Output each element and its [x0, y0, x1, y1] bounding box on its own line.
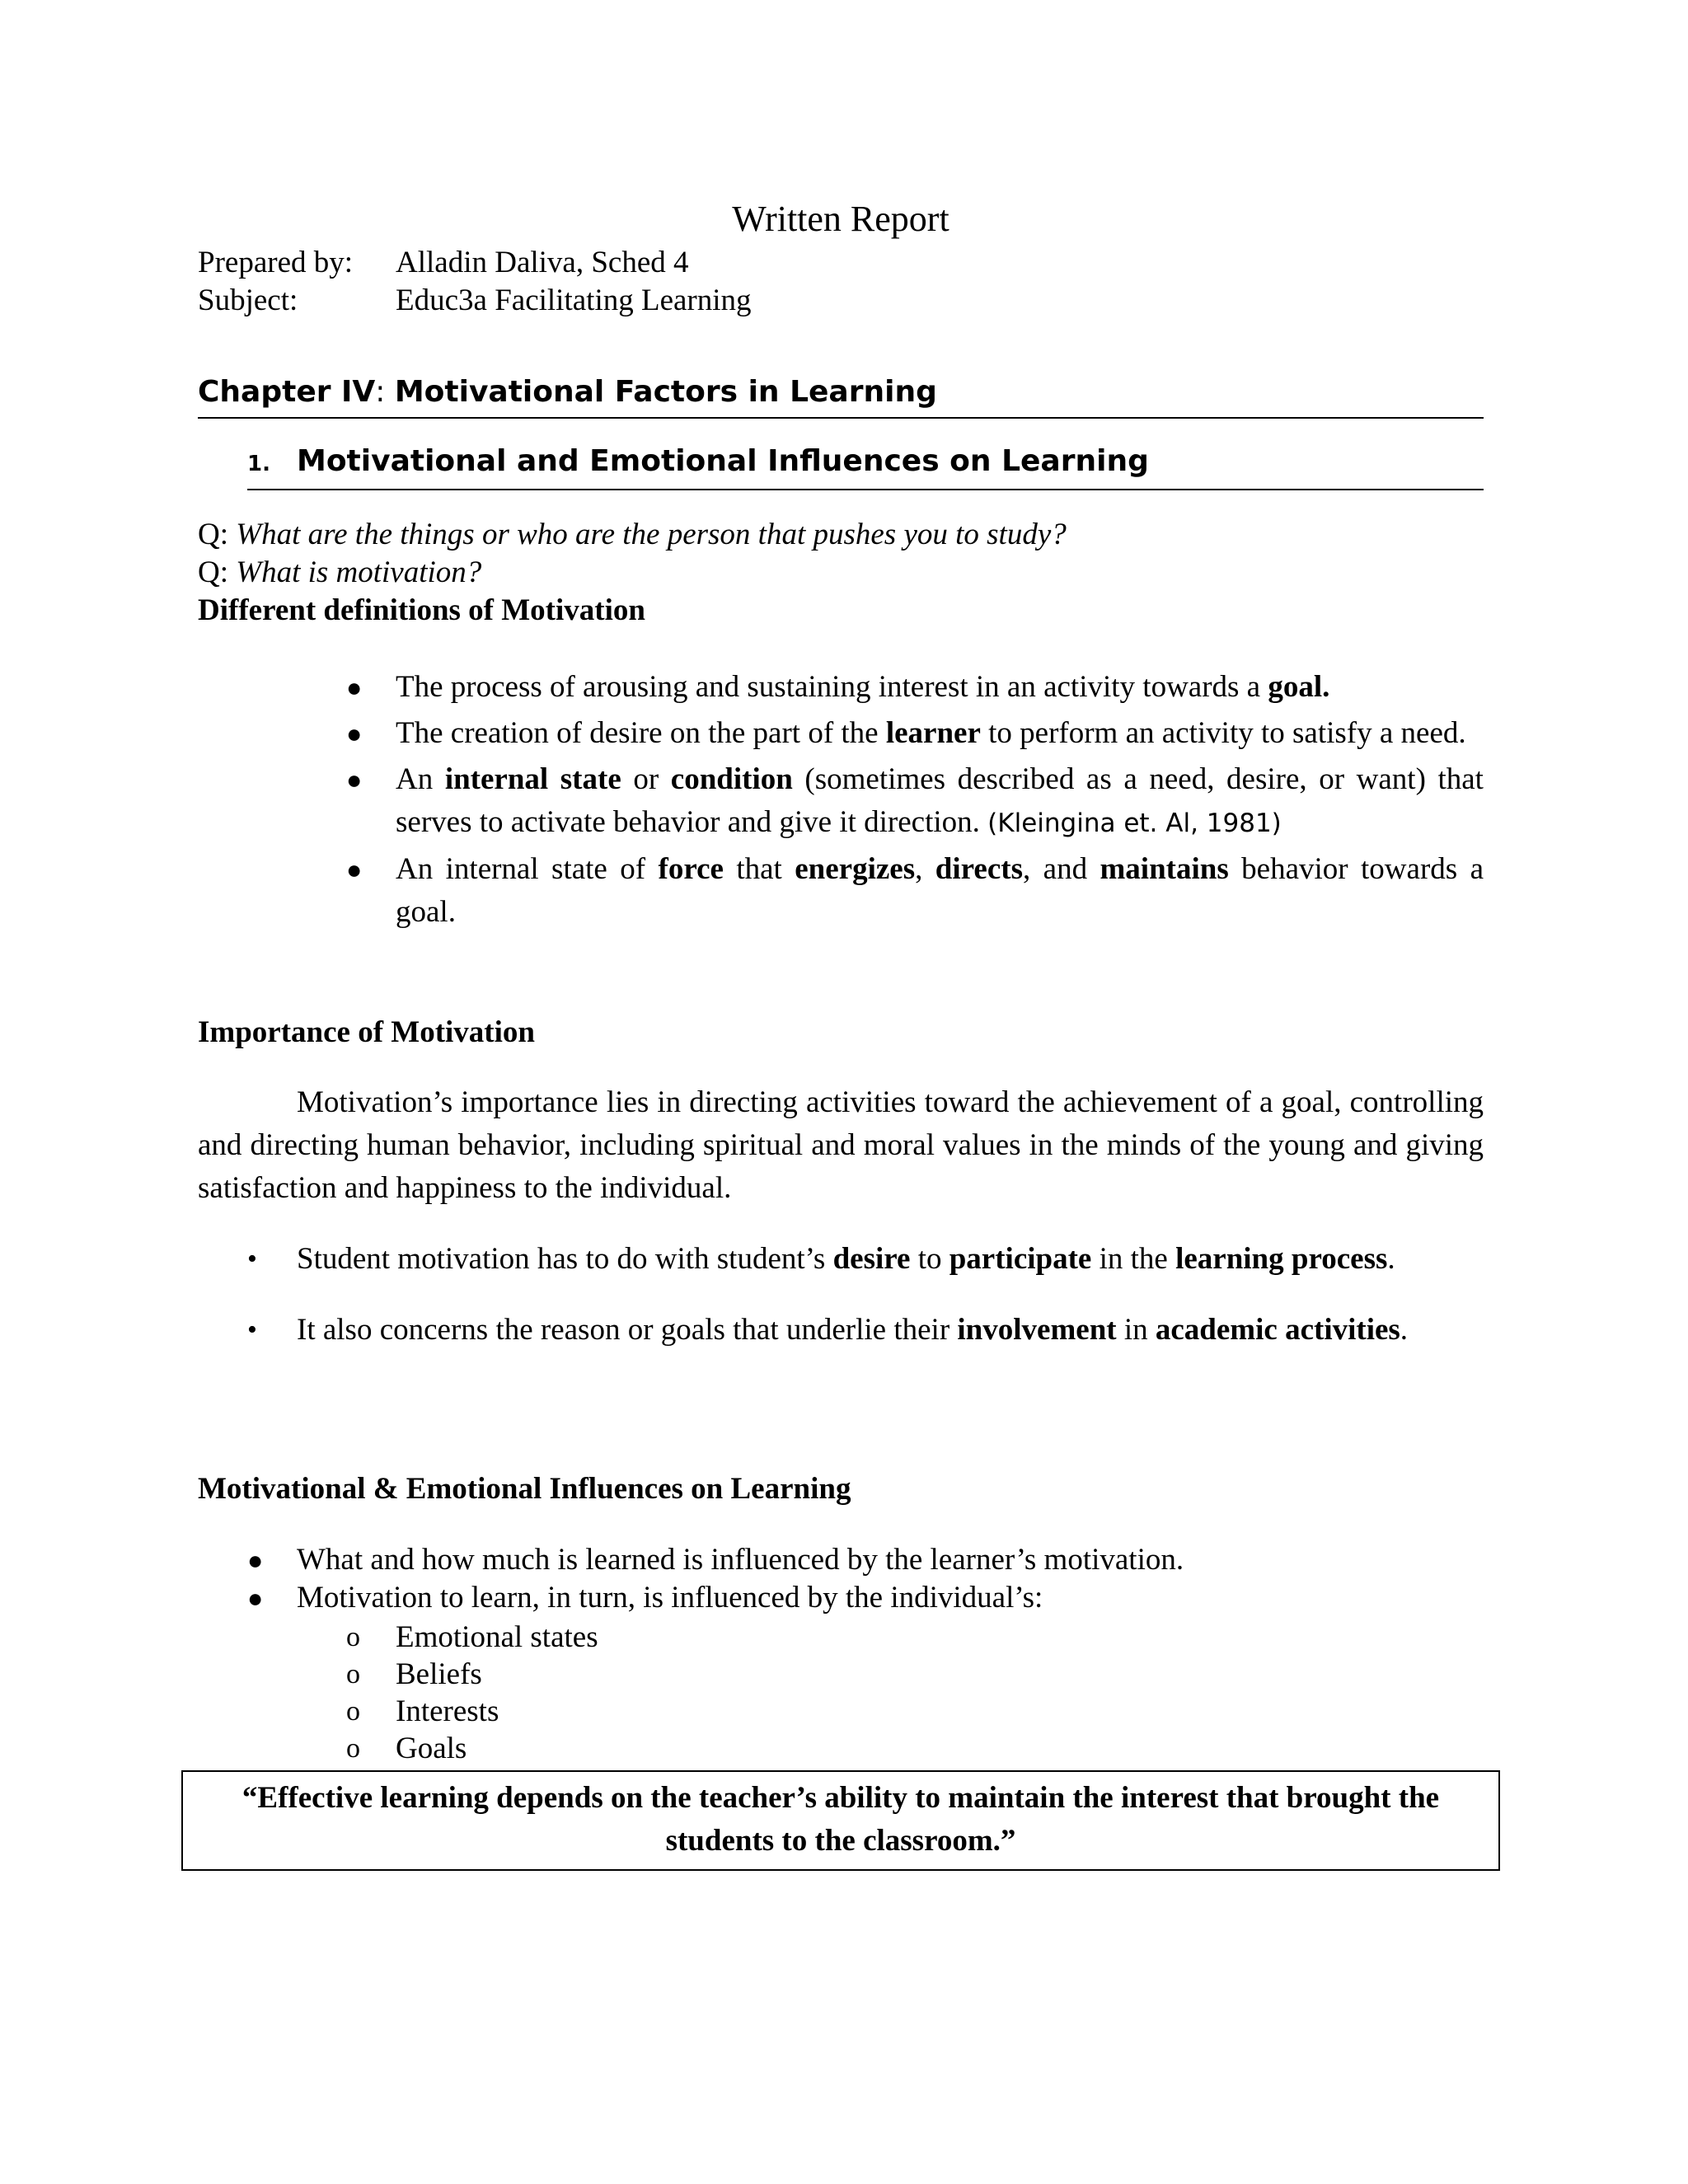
bullet-icon: ● [346, 765, 363, 794]
chapter-title: Motivational Factors in Learning [394, 375, 937, 409]
bullet-icon: • [247, 1244, 257, 1274]
report-title: Written Report [732, 199, 950, 239]
circle-bullet-icon: o [346, 1696, 360, 1727]
question-text: What are the things or who are the person that pushes you to study? [236, 518, 1067, 551]
bullet-icon: ● [247, 1583, 264, 1613]
question-prefix: Q: [198, 555, 237, 589]
quote-text: “Effective learning depends on the teacher’s ability to maintain the interest that brought the students to the classroom.” [241, 1781, 1440, 1858]
list-item: ● The process of arousing and sustaining interest in an activity towards a goal. [396, 666, 1484, 709]
question-1 [198, 516, 1067, 554]
bullet-icon: ● [346, 855, 363, 884]
definitions-list [346, 666, 1484, 937]
list-item: o Goals [396, 1730, 598, 1767]
chapter-label: Chapter IV [198, 375, 376, 409]
list-item: ● Motivation to learn, in turn, is influenced by the individual’s: [297, 1579, 1484, 1617]
definitions-heading: Different definitions of Motivation [198, 593, 645, 627]
importance-points [247, 1238, 1484, 1355]
section-heading [247, 442, 1484, 490]
influences-list [247, 1541, 1484, 1617]
list-item: o Emotional states [396, 1619, 598, 1656]
list-item: • Student motivation has to do with student’s desire to participate in the learning process. [297, 1238, 1484, 1281]
importance-paragraph: Motivation’s importance lies in directing activities toward the achievement of a goal, controlling and directing human behavior, including spiritual and moral values in the minds of the young and giving satisfaction and happiness to the individual. [198, 1085, 1484, 1205]
bullet-icon: ● [346, 673, 363, 702]
subject-row [198, 282, 752, 320]
bullet-icon: • [247, 1315, 257, 1345]
list-item: o Beliefs [396, 1656, 598, 1693]
bullet-icon: ● [247, 1545, 264, 1575]
circle-bullet-icon: o [346, 1733, 360, 1764]
influence-factors-list [346, 1619, 598, 1767]
importance-heading: Importance of Motivation [198, 1015, 535, 1049]
list-item: ● An internal state or condition (sometimes described as a need, desire, or want) that serves to activate behavior and give it direction. (Kleingina et. Al, 1981) [396, 758, 1484, 845]
list-item: • It also concerns the reason or goals that underlie their involvement in academic activities. [297, 1309, 1484, 1352]
section-title: Motivational and Emotional Influences on Learning [297, 444, 1149, 478]
question-2 [198, 554, 481, 592]
quote-box [181, 1770, 1500, 1871]
question-text: What is motivation? [236, 555, 482, 589]
question-prefix: Q: [198, 518, 237, 551]
circle-bullet-icon: o [346, 1622, 360, 1652]
chapter-separator: : [375, 375, 395, 409]
section-number: 1. [247, 452, 270, 476]
chapter-heading [198, 373, 1484, 419]
subject-label: Subject: [198, 284, 298, 317]
citation: (Kleingina et. Al, 1981) [987, 808, 1282, 838]
subject-value: Educ3a Facilitating Learning [396, 284, 752, 317]
list-item: ● The creation of desire on the part of the learner to perform an activity to satisfy a need. [396, 712, 1484, 755]
bullet-icon: ● [346, 719, 363, 748]
prepared-by-value: Alladin Daliva, Sched 4 [396, 246, 689, 279]
list-item: ● An internal state of force that energizes, directs, and maintains behavior towards a goal. [396, 848, 1484, 934]
influences-heading: Motivational & Emotional Influences on Learning [198, 1472, 851, 1506]
prepared-by-row [198, 244, 689, 282]
prepared-by-label: Prepared by: [198, 246, 354, 279]
circle-bullet-icon: o [346, 1659, 360, 1690]
list-item: ● What and how much is learned is influenced by the learner’s motivation. [297, 1541, 1484, 1579]
list-item: o Interests [396, 1693, 598, 1730]
